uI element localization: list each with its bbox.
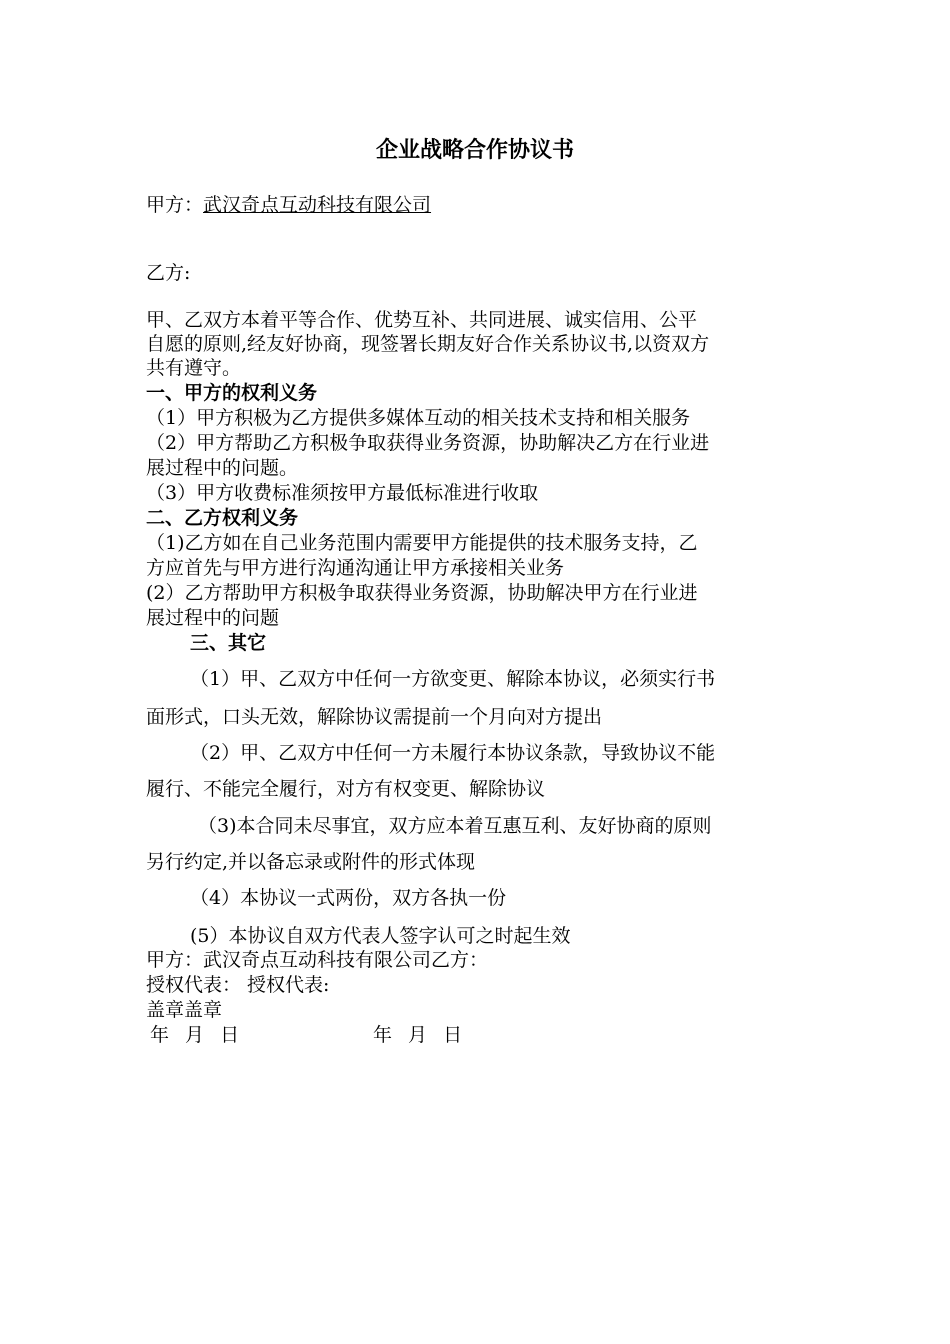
party-a-row (146, 193, 811, 218)
section-1-line: （3）甲方收费标准须按甲方最低标准进行收取 (146, 482, 539, 504)
party-a-label: 甲方： (146, 194, 204, 216)
signature-seal-line: 盖章盖章 (146, 999, 223, 1021)
intro-line: 共有遵守。 (146, 357, 242, 379)
party-b-label: 乙方: (146, 262, 191, 284)
section-3-line: （4）本协议一式两份，双方各执一份 (190, 887, 507, 909)
section-3-heading: 三、其它 (190, 632, 267, 654)
section-1-line: 展过程中的问题。 (146, 457, 299, 479)
section-2-heading: 二、乙方权利义务 (146, 507, 299, 529)
intro-line: 自愿的原则,经友好协商，现签署长期友好合作关系协议书,以资双方 (146, 333, 710, 355)
section-1-heading: 一、甲方的权利义务 (146, 382, 318, 404)
section-2-line: 方应首先与甲方进行沟通沟通让甲方承接相关业务 (146, 557, 565, 579)
section-3-line: （2）甲、乙双方中任何一方未履行本协议条款，导致协议不能 (190, 742, 716, 764)
section-3-line: (5）本协议自双方代表人签字认可之时起生效 (190, 925, 571, 947)
intro-line: 甲、乙双方本着平等合作、优势互补、共同进展、诚实信用、公平 (146, 309, 698, 331)
section-2-line: （1)乙方如在自己业务范围内需要甲方能提供的技术服务支持，乙 (146, 532, 698, 554)
section-3-line: （1）甲、乙双方中任何一方欲变更、解除本协议，必须实行书 (190, 668, 716, 690)
signature-date-b: 年 月 日 (373, 1024, 463, 1046)
section-3-line: 面形式，口头无效，解除协议需提前一个月向对方提出 (146, 706, 603, 728)
section-3-line: 履行、不能完全履行，对方有权变更、解除协议 (146, 778, 546, 800)
section-1-line: （1）甲方积极为乙方提供多媒体互动的相关技术支持和相关服务 (146, 407, 691, 429)
section-3-line: （3)本合同未尽事宜，双方应本着互惠互利、友好协商的原则 (198, 815, 712, 837)
signature-reps-line: 授权代表： 授权代表: (146, 974, 330, 996)
signature-date-a: 年 月 日 (150, 1024, 240, 1046)
party-a-name: 武汉奇点互动科技有限公司 (203, 194, 432, 216)
section-3-line: 另行约定,并以备忘录或附件的形式体现 (146, 851, 476, 873)
section-2-line: (2）乙方帮助甲方积极争取获得业务资源，协助解决甲方在行业进 (146, 582, 698, 604)
document-title: 企业战略合作协议书 (375, 137, 574, 163)
signature-parties-line: 甲方：武汉奇点互动科技有限公司乙方： (146, 949, 489, 971)
section-2-line: 展过程中的问题 (146, 607, 280, 629)
section-1-line: （2）甲方帮助乙方积极争取获得业务资源，协助解决乙方在行业进 (146, 432, 710, 454)
